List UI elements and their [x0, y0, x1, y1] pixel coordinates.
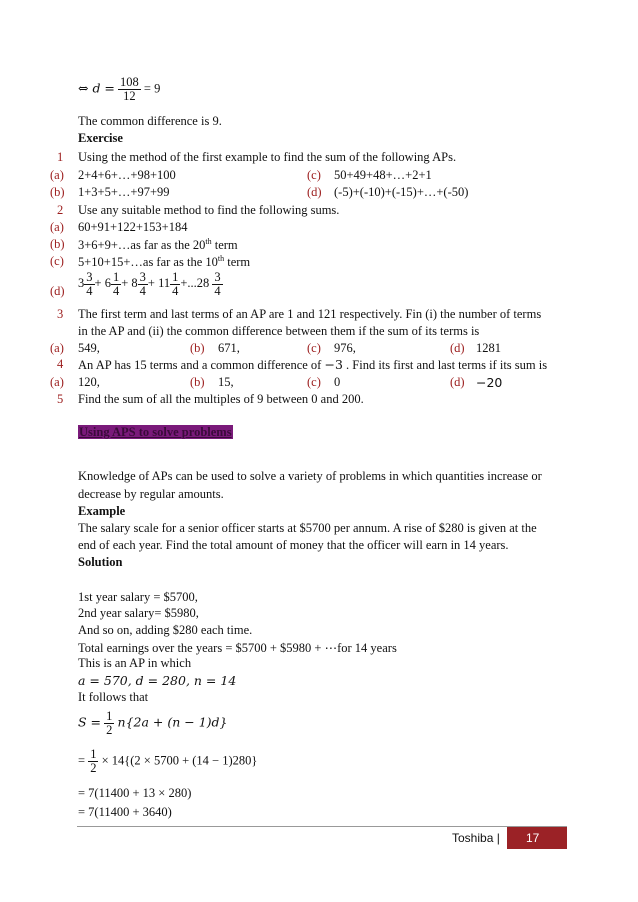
option-text: −20	[476, 375, 503, 390]
exercise-title: Exercise	[78, 131, 123, 145]
question-text-tail: . Find its first and last terms if its sum is	[342, 358, 548, 372]
solution-line: 1st year salary = $5700,	[78, 590, 198, 604]
superscript: th	[217, 254, 225, 263]
fraction-denominator: 4	[112, 284, 120, 298]
whole: 11	[158, 276, 171, 291]
option-text-main: 5+10+15+…as far as the 10	[78, 255, 218, 270]
fraction-numerator: 1	[106, 709, 113, 723]
option-text	[78, 237, 238, 253]
option-label: (a)	[50, 168, 64, 182]
common-difference-text: The common difference is 9.	[78, 114, 222, 128]
option-text: 15,	[218, 375, 234, 389]
footer-divider	[77, 826, 567, 827]
superscript: th	[205, 237, 212, 246]
whole: 8	[131, 276, 138, 291]
formula-rhs: n{2a + (n − 1)d}	[117, 714, 228, 730]
step-equation	[78, 76, 160, 103]
intro-text: decrease by regular amounts.	[78, 487, 224, 501]
solution-line: It follows that	[78, 690, 149, 704]
question-text-main: An AP has 15 terms and a common difference of	[78, 358, 325, 372]
question-number: 2	[57, 203, 64, 217]
formula-lhs: S =	[78, 714, 102, 730]
example-text: The salary scale for a senior officer starts at $5700 per annum. A rise of $280 is given at the	[78, 521, 537, 535]
option-label: (b)	[50, 185, 65, 199]
solution-values: a = 570, d = 280, n = 14	[78, 673, 237, 688]
mixed-number	[78, 270, 102, 298]
option-text-main: 3+6+9+…as far as the 20	[78, 238, 206, 253]
formula-line	[78, 710, 227, 737]
page-number-box	[507, 827, 567, 849]
question-number: 5	[57, 392, 64, 406]
section-heading-text: Using APS to solve problems	[79, 425, 232, 439]
question-text: Using the method of the first example to find the sum of the following APs.	[78, 150, 457, 164]
fraction-denominator: 2	[106, 723, 113, 737]
intro-text: Knowledge of APs can be used to solve a variety of problems in which quantities increase or	[78, 469, 542, 483]
option-label: (a)	[50, 375, 64, 389]
equation-lhs: ⇔ d =	[78, 80, 115, 96]
mixed-number-sum	[78, 271, 223, 298]
option-label: (c)	[307, 375, 321, 389]
fraction-numerator: 3	[214, 270, 221, 284]
solution-line: This is an AP in which	[78, 656, 192, 670]
example-text: end of each year. Find the total amount of money that the officer will earn in 14 years.	[78, 538, 509, 552]
equation-rhs: = 9	[143, 81, 161, 96]
section-heading	[78, 425, 233, 440]
operator: +...28	[180, 276, 210, 291]
option-text: 60+91+122+153+184	[78, 220, 188, 234]
option-label: (c)	[307, 341, 321, 355]
option-label: (b)	[190, 341, 205, 355]
option-label: (b)	[50, 237, 65, 251]
fraction-numerator: 1	[90, 747, 97, 761]
option-label: (d)	[50, 284, 65, 298]
fraction	[118, 76, 141, 103]
option-text: 549,	[78, 341, 100, 355]
question-number: 1	[57, 150, 64, 164]
option-text: (-5)+(-10)+(-15)+…+(-50)	[334, 185, 469, 199]
mixed-number	[131, 270, 155, 298]
option-label: (c)	[307, 168, 321, 182]
whole: 3	[78, 276, 85, 291]
fraction-denominator: 2	[90, 761, 97, 775]
fraction-denominator: 12	[123, 89, 136, 103]
option-text-tail: term	[211, 238, 238, 253]
solution-line: Total earnings over the years = $5700 + $5980 + ⋯for 14 years	[78, 641, 397, 655]
question-number: 4	[57, 357, 64, 371]
mixed-number	[104, 270, 129, 298]
page-number: 17	[526, 831, 540, 845]
question-text: The first term and last terms of an AP are 1 and 121 respectively. Fin (i) the number of terms	[78, 307, 542, 321]
option-text	[78, 254, 250, 270]
example-title: Example	[78, 504, 126, 518]
operator: +	[121, 276, 129, 291]
question-text: Find the sum of all the multiples of 9 between 0 and 200.	[78, 392, 364, 406]
question-text: in the AP and (ii) the common difference between them if the sum of its terms is	[78, 324, 480, 338]
option-text: 50+49+48+…+2+1	[334, 168, 432, 182]
fraction-numerator: 1	[172, 270, 179, 284]
fraction-numerator: 1	[112, 270, 120, 284]
formula-line: = 7(11400 + 3640)	[78, 805, 172, 819]
mixed-number	[158, 270, 210, 298]
fraction-denominator: 4	[86, 284, 93, 298]
operator: +	[147, 276, 155, 291]
fraction-numerator: 3	[139, 270, 146, 284]
formula-line	[78, 748, 257, 775]
option-label: (d)	[450, 341, 465, 355]
formula-lhs: =	[78, 753, 86, 768]
solution-line: 2nd year salary= $5980,	[78, 606, 199, 620]
question-text	[78, 357, 547, 373]
question-number: 3	[57, 307, 64, 321]
fraction-denominator: 4	[214, 284, 221, 298]
option-label: (b)	[190, 375, 205, 389]
fraction-numerator: 108	[120, 75, 139, 89]
option-label: (d)	[307, 185, 322, 199]
fraction-denominator: 4	[139, 284, 146, 298]
formula-rhs: × 14{(2 × 5700 + (14 − 1)280}	[101, 753, 258, 768]
option-label: (a)	[50, 220, 64, 234]
mixed-number	[212, 270, 222, 298]
option-text: 1+3+5+…+97+99	[78, 185, 170, 199]
question-text: Use any suitable method to find the following sums.	[78, 203, 340, 217]
option-text: 0	[334, 375, 341, 389]
whole: 6	[104, 276, 111, 291]
solution-title: Solution	[78, 555, 123, 569]
footer-label: Toshiba |	[452, 831, 500, 845]
solution-line: And so on, adding $280 each time.	[78, 623, 253, 637]
option-text: 2+4+6+…+98+100	[78, 168, 176, 182]
option-text-tail: term	[224, 255, 251, 270]
fraction-denominator: 4	[172, 284, 179, 298]
option-label: (a)	[50, 341, 64, 355]
option-text: 671,	[218, 341, 240, 355]
option-label: (c)	[50, 254, 64, 268]
option-label: (d)	[450, 375, 465, 389]
option-text: 1281	[476, 341, 501, 355]
operator: +	[94, 276, 102, 291]
option-text: 976,	[334, 341, 356, 355]
option-text: 120,	[78, 375, 100, 389]
math-value: −3	[324, 357, 343, 372]
formula-line: = 7(11400 + 13 × 280)	[78, 786, 192, 800]
fraction-numerator: 3	[86, 270, 93, 284]
